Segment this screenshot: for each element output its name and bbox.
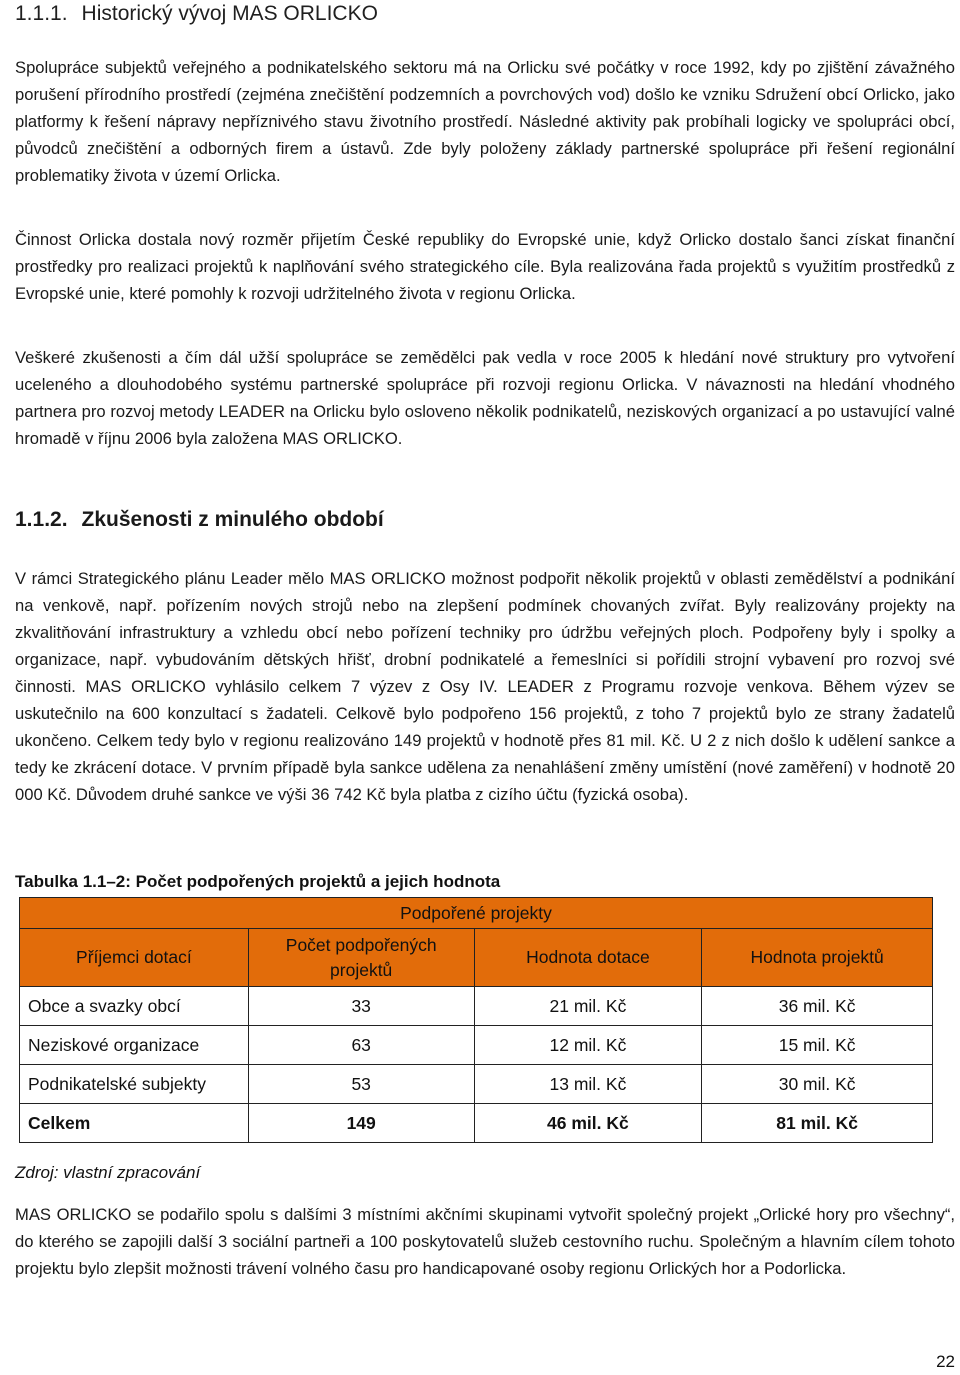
table-caption: Tabulka 1.1–2: Počet podpořených projektů a jejich hodnota: [15, 872, 501, 891]
table-row: [20, 1065, 933, 1104]
column-header: Hodnota projektů: [702, 929, 933, 987]
table-row: [20, 1026, 933, 1065]
table-cell: Obce a svazky obcí: [20, 987, 249, 1026]
table-cell: 149: [248, 1104, 474, 1143]
table-header-row: [20, 929, 933, 987]
section-heading-2: [15, 508, 384, 532]
paragraph-history-2: Činnost Orlicka dostala nový rozměr přijetím České republiky do Evropské unie, když Orlicko dostalo šanci získat finanční prostředky pro realizaci projektů k naplňování svého strategického cíle. Byla realizována řada projektů s využitím prostředků z Evropské unie, které pomohly k rozvoji udržitelného života v regionu Orlicka.: [15, 230, 955, 303]
section-number: 1.1.1.: [15, 2, 68, 25]
section-title: Historický vývoj MAS ORLICKO: [81, 2, 378, 25]
table-total-row: [20, 1104, 933, 1143]
table-group-header: Podpořené projekty: [20, 898, 933, 929]
section-title: Zkušenosti z minulého období: [81, 508, 384, 531]
table-cell: 21 mil. Kč: [474, 987, 702, 1026]
column-header: Hodnota dotace: [474, 929, 702, 987]
table-cell: 53: [248, 1065, 474, 1104]
table-cell: 33: [248, 987, 474, 1026]
paragraph-history-1: Spolupráce subjektů veřejného a podnikatelského sektoru má na Orlicku své počátky v roce 1992, kdy po zjištění závažného porušení přírodního prostředí (zejména znečištění podzemních a povrchových vod) došlo ke vzniku Sdružení obcí Orlicko, jako platformy k řešení nápravy nepříznivého stavu životního prostředí. Následné aktivity pak probíhali logicky ve spolupráci obcí, původců znečištění a odborných firem a ústavů. Zde byly položeny základy partnerské spolupráce při řešení regionální problematiky života v území Orlicka.: [15, 58, 955, 185]
section-number: 1.1.2.: [15, 508, 68, 531]
paragraph-experience: V rámci Strategického plánu Leader mělo MAS ORLICKO možnost podpořit několik projektů v oblasti zemědělství a podnikání na venkově, např. pořízením nových strojů nebo na zlepšení podmínek chovaných zvířat. Byly realizovány projekty na zkvalitňování infrastruktury a vzhledu obcí nebo pořízení techniky pro údržbu veřejných ploch. Podpořeny byly i spolky a organizace, např. vybudováním dětských hřišť, drobní podnikatelé a řemeslníci si pořídili strojní vybavení pro rozvoj své činnosti. MAS ORLICKO vyhlásilo celkem 7 výzev z Osy IV. LEADER z Programu rozvoje venkova. Během výzev se uskutečnilo na 600 konzultací s žadateli. Celkově bylo podpořeno 156 projektů, z toho 7 projektů bylo ze strany žadatelů ukončeno. Celkem tedy bylo v regionu realizováno 149 projektů v hodnotě přes 81 mil. Kč. U 2 z nich došlo k udělení sankce a tedy ke zkrácení dotace. V prvním případě byla sankce udělena za nenahlášení změny umístění (nové zaměření) v hodnotě 20 000 Kč. Důvodem druhé sankce ve výši 36 742 Kč byla platba z cizího účtu (fyzická osoba).: [15, 569, 955, 804]
page-number: 22: [936, 1352, 955, 1371]
paragraph-history-3: Veškeré zkušenosti a čím dál užší spolupráce se zemědělci pak vedla v roce 2005 k hledání nové struktury pro vytvoření uceleného a dlouhodobého systému partnerské spolupráce při rozvoji regionu Orlicka. V návaznosti na hledání vhodného partnera pro rozvoj metody LEADER na Orlicku bylo osloveno několik podnikatelů, neziskových organizací a po ustavující valné hromadě v říjnu 2006 byla založena MAS ORLICKO.: [15, 348, 955, 448]
table-cell: 46 mil. Kč: [474, 1104, 702, 1143]
table-row: [20, 987, 933, 1026]
table-group-header-row: [20, 898, 933, 929]
table-cell: Celkem: [20, 1104, 249, 1143]
column-header: Počet podpořených projektů: [248, 929, 474, 987]
section-heading-1: [15, 2, 378, 26]
projects-table: [19, 897, 933, 1143]
table-cell: 63: [248, 1026, 474, 1065]
paragraph-project: MAS ORLICKO se podařilo spolu s dalšími 3 místními akčními skupinami vytvořit společný projekt „Orlické hory pro všechny“, do kterého se zapojili další 3 sociální partneři a 100 poskytovatelů služeb cestovního ruchu. Společným a hlavním cílem tohoto projektu bylo zlepšit možnosti trávení volného času pro handicapované osoby regionu Orlických hor a Podorlicka.: [15, 1205, 955, 1278]
table-cell: 12 mil. Kč: [474, 1026, 702, 1065]
table-cell: Neziskové organizace: [20, 1026, 249, 1065]
table-cell: 13 mil. Kč: [474, 1065, 702, 1104]
table-cell: 30 mil. Kč: [702, 1065, 933, 1104]
table-cell: Podnikatelské subjekty: [20, 1065, 249, 1104]
table-cell: 36 mil. Kč: [702, 987, 933, 1026]
table-source: Zdroj: vlastní zpracování: [15, 1163, 201, 1182]
table-cell: 15 mil. Kč: [702, 1026, 933, 1065]
table-cell: 81 mil. Kč: [702, 1104, 933, 1143]
column-header: Příjemci dotací: [20, 929, 249, 987]
